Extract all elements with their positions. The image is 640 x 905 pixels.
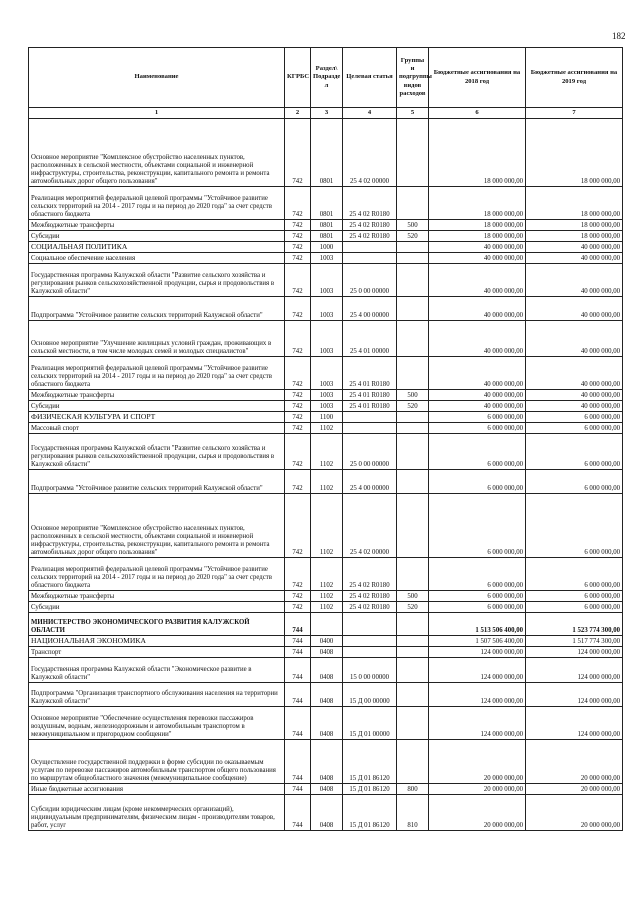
table-row — [29, 784, 623, 795]
header-2018: Бюджетные ассигнования на 2018 год — [429, 48, 526, 108]
row-name: Государственная программа Калужской области "Развитие сельского хозяйства и регулирования рынков сельскохозяйственной продукции, сырья и продовольствия в Калужской области" — [29, 434, 285, 470]
row-section: 0801 — [311, 187, 343, 220]
row-ktrbs: 744 — [285, 636, 311, 647]
row-section: 1102 — [311, 591, 343, 602]
row-section: 1003 — [311, 321, 343, 357]
row-2018: 6 000 000,00 — [429, 494, 526, 558]
row-2018: 40 000 000,00 — [429, 253, 526, 264]
row-ktrbs: 742 — [285, 231, 311, 242]
row-group: 520 — [397, 602, 429, 613]
row-group — [397, 470, 429, 494]
row-group — [397, 253, 429, 264]
row-2018: 18 000 000,00 — [429, 231, 526, 242]
row-2019: 20 000 000,00 — [526, 740, 623, 784]
row-name: Межбюджетные трансферты — [29, 591, 285, 602]
row-2018: 1 507 506 400,00 — [429, 636, 526, 647]
row-name: Социальное обеспечение населения — [29, 253, 285, 264]
row-2019: 20 000 000,00 — [526, 784, 623, 795]
row-ktrbs: 742 — [285, 494, 311, 558]
header-2019: Бюджетные ассигнования на 2019 год — [526, 48, 623, 108]
row-2018: 40 000 000,00 — [429, 297, 526, 321]
row-ktrbs: 742 — [285, 434, 311, 470]
row-group — [397, 707, 429, 740]
row-2019: 1 523 774 300,00 — [526, 613, 623, 636]
row-group: 520 — [397, 231, 429, 242]
row-name: Государственная программа Калужской области "Экономическое развитие в Калужской области" — [29, 658, 285, 683]
row-2019: 40 000 000,00 — [526, 390, 623, 401]
row-2018: 6 000 000,00 — [429, 412, 526, 423]
row-section: 1003 — [311, 401, 343, 412]
row-ktrbs: 742 — [285, 321, 311, 357]
table-row — [29, 412, 623, 423]
row-target: 15 Д 01 86120 — [343, 795, 397, 831]
row-name: Государственная программа Калужской области "Развитие сельского хозяйства и регулирования рынков сельскохозяйственной продукции, сырья и продовольствия в Калужской области" — [29, 264, 285, 297]
index-cell: 6 — [429, 108, 526, 119]
row-group — [397, 740, 429, 784]
row-target: 25 4 00 00000 — [343, 297, 397, 321]
header-group: Группы и подгруппы видов расходов — [397, 48, 429, 108]
row-name: Подпрограмма "Устойчивое развитие сельских территорий Калужской области" — [29, 470, 285, 494]
table-row — [29, 231, 623, 242]
row-2019: 40 000 000,00 — [526, 321, 623, 357]
row-section: 1100 — [311, 412, 343, 423]
row-group — [397, 357, 429, 390]
table-row — [29, 434, 623, 470]
row-2018: 6 000 000,00 — [429, 591, 526, 602]
row-target — [343, 613, 397, 636]
row-section: 1003 — [311, 390, 343, 401]
row-section: 0801 — [311, 220, 343, 231]
row-target: 25 4 00 00000 — [343, 470, 397, 494]
row-section: 0408 — [311, 658, 343, 683]
table-row — [29, 613, 623, 636]
row-target: 25 4 02 R0180 — [343, 602, 397, 613]
row-target: 15 Д 01 00000 — [343, 707, 397, 740]
table-row — [29, 470, 623, 494]
row-ktrbs: 744 — [285, 784, 311, 795]
header-target: Целевая статья — [343, 48, 397, 108]
row-2019: 40 000 000,00 — [526, 264, 623, 297]
row-group: 500 — [397, 390, 429, 401]
row-target: 25 0 00 00000 — [343, 264, 397, 297]
row-2018: 40 000 000,00 — [429, 401, 526, 412]
row-section: 1102 — [311, 434, 343, 470]
row-ktrbs: 744 — [285, 613, 311, 636]
row-section: 1003 — [311, 357, 343, 390]
row-2019: 6 000 000,00 — [526, 434, 623, 470]
row-name: СОЦИАЛЬНАЯ ПОЛИТИКА — [29, 242, 285, 253]
index-cell: 3 — [311, 108, 343, 119]
row-2019: 40 000 000,00 — [526, 242, 623, 253]
row-target: 15 Д 00 00000 — [343, 683, 397, 707]
row-target: 25 4 01 R0180 — [343, 357, 397, 390]
row-section: 0408 — [311, 740, 343, 784]
row-ktrbs: 742 — [285, 264, 311, 297]
row-group — [397, 242, 429, 253]
row-2018: 18 000 000,00 — [429, 187, 526, 220]
row-2018: 6 000 000,00 — [429, 602, 526, 613]
row-ktrbs: 742 — [285, 401, 311, 412]
row-ktrbs: 744 — [285, 740, 311, 784]
header-section: Раздел\ Подразде л — [311, 48, 343, 108]
row-group — [397, 658, 429, 683]
row-2018: 124 000 000,00 — [429, 707, 526, 740]
row-2019: 18 000 000,00 — [526, 231, 623, 242]
index-cell: 2 — [285, 108, 311, 119]
row-2019: 18 000 000,00 — [526, 220, 623, 231]
row-target — [343, 242, 397, 253]
row-2019: 18 000 000,00 — [526, 187, 623, 220]
table-row — [29, 220, 623, 231]
row-ktrbs: 742 — [285, 423, 311, 434]
row-name: Межбюджетные трансферты — [29, 390, 285, 401]
row-ktrbs: 744 — [285, 683, 311, 707]
row-ktrbs: 744 — [285, 647, 311, 658]
row-name: Основное мероприятие "Обеспечение осуществления перевозки пассажиров воздушным, водным, железнодорожным и автомобильным транспортом в межмуниципальном и пригородном сообщении" — [29, 707, 285, 740]
row-name: Реализация мероприятий федеральной целевой программы "Устойчивое развитие сельских территорий на 2014 - 2017 годы и на период до 2020 года" за счет средств областного бюджета — [29, 357, 285, 390]
row-section: 1102 — [311, 423, 343, 434]
row-ktrbs: 744 — [285, 707, 311, 740]
row-name: Реализация мероприятий федеральной целевой программы "Устойчивое развитие сельских территорий на 2014 - 2017 годы и на период до 2020 года" за счет средств областного бюджета — [29, 558, 285, 591]
table-row — [29, 253, 623, 264]
index-cell: 7 — [526, 108, 623, 119]
row-2018: 20 000 000,00 — [429, 795, 526, 831]
table-row — [29, 683, 623, 707]
row-2019: 18 000 000,00 — [526, 119, 623, 187]
row-target: 25 4 02 R0180 — [343, 231, 397, 242]
header-name: Наименование — [29, 48, 285, 108]
index-cell: 5 — [397, 108, 429, 119]
row-section — [311, 613, 343, 636]
row-group — [397, 423, 429, 434]
row-group — [397, 636, 429, 647]
header-ktrbs: КГРБС — [285, 48, 311, 108]
row-name: НАЦИОНАЛЬНАЯ ЭКОНОМИКА — [29, 636, 285, 647]
row-name: Осуществление государственной поддержки в форме субсидии по оказываемым услугам по перевозке пассажиров автомобильным транспортом общего пользования по маршрутам общеобластного значения (межмуниципальное сообщение) — [29, 740, 285, 784]
header-row — [29, 48, 623, 108]
row-target: 15 Д 01 86120 — [343, 740, 397, 784]
row-2018: 40 000 000,00 — [429, 357, 526, 390]
row-2018: 1 513 506 400,00 — [429, 613, 526, 636]
row-group — [397, 683, 429, 707]
row-ktrbs: 742 — [285, 220, 311, 231]
table-row — [29, 321, 623, 357]
row-section: 0408 — [311, 784, 343, 795]
row-name: Субсидии — [29, 231, 285, 242]
row-section: 0408 — [311, 795, 343, 831]
row-2018: 40 000 000,00 — [429, 390, 526, 401]
table-row — [29, 591, 623, 602]
row-name: Иные бюджетные ассигнования — [29, 784, 285, 795]
table-row — [29, 707, 623, 740]
row-2018: 6 000 000,00 — [429, 470, 526, 494]
row-name: Субсидии — [29, 401, 285, 412]
row-2018: 40 000 000,00 — [429, 242, 526, 253]
row-target: 25 4 02 R0180 — [343, 187, 397, 220]
row-2019: 20 000 000,00 — [526, 795, 623, 831]
row-group — [397, 264, 429, 297]
row-group — [397, 558, 429, 591]
row-name: Межбюджетные трансферты — [29, 220, 285, 231]
row-2019: 6 000 000,00 — [526, 591, 623, 602]
row-2019: 6 000 000,00 — [526, 412, 623, 423]
row-group — [397, 647, 429, 658]
row-ktrbs: 742 — [285, 602, 311, 613]
row-name: Основное мероприятие "Комплексное обустройство населенных пунктов, расположенных в сельской местности, объектами социальной и инженерной инфраструктуры, строительства, реконструкции, капитального ремонта и ремонта автомобильных дорог общего пользования" — [29, 494, 285, 558]
row-target: 25 0 00 00000 — [343, 434, 397, 470]
row-2019: 40 000 000,00 — [526, 297, 623, 321]
row-target: 25 4 01 R0180 — [343, 390, 397, 401]
row-target: 25 4 01 00000 — [343, 321, 397, 357]
row-section: 0408 — [311, 647, 343, 658]
row-target: 15 0 00 00000 — [343, 658, 397, 683]
row-2019: 124 000 000,00 — [526, 658, 623, 683]
row-ktrbs: 742 — [285, 253, 311, 264]
row-target — [343, 412, 397, 423]
row-2018: 6 000 000,00 — [429, 434, 526, 470]
row-ktrbs: 742 — [285, 470, 311, 494]
row-section: 1102 — [311, 494, 343, 558]
table-row — [29, 647, 623, 658]
row-name: МИНИСТЕРСТВО ЭКОНОМИЧЕСКОГО РАЗВИТИЯ КАЛУЖСКОЙ ОБЛАСТИ — [29, 613, 285, 636]
row-2018: 20 000 000,00 — [429, 740, 526, 784]
row-target: 25 4 01 R0180 — [343, 401, 397, 412]
row-ktrbs: 742 — [285, 242, 311, 253]
row-target: 25 4 02 R0180 — [343, 591, 397, 602]
table-body — [29, 119, 623, 831]
row-ktrbs: 742 — [285, 390, 311, 401]
row-2019: 40 000 000,00 — [526, 357, 623, 390]
index-cell: 1 — [29, 108, 285, 119]
row-name: Основное мероприятие "Улучшение жилищных условий граждан, проживающих в сельской местности, в том числе молодых семей и молодых специалистов" — [29, 321, 285, 357]
table-row — [29, 119, 623, 187]
row-2019: 124 000 000,00 — [526, 683, 623, 707]
row-section: 0801 — [311, 231, 343, 242]
row-target: 25 4 02 00000 — [343, 494, 397, 558]
row-ktrbs: 744 — [285, 795, 311, 831]
table-row — [29, 187, 623, 220]
row-group — [397, 613, 429, 636]
table-row — [29, 658, 623, 683]
row-2018: 124 000 000,00 — [429, 658, 526, 683]
row-group: 520 — [397, 401, 429, 412]
row-ktrbs: 742 — [285, 187, 311, 220]
table-row — [29, 264, 623, 297]
row-name: Массовый спорт — [29, 423, 285, 434]
column-index-row — [29, 108, 623, 119]
row-name: Субсидии — [29, 602, 285, 613]
row-2019: 6 000 000,00 — [526, 423, 623, 434]
row-2019: 6 000 000,00 — [526, 470, 623, 494]
row-2019: 6 000 000,00 — [526, 602, 623, 613]
row-group — [397, 434, 429, 470]
row-name: Подпрограмма "Организация транспортного обслуживания населения на территории Калужской области" — [29, 683, 285, 707]
table-row — [29, 390, 623, 401]
row-2018: 124 000 000,00 — [429, 647, 526, 658]
row-target: 25 4 02 R0180 — [343, 220, 397, 231]
row-group: 500 — [397, 220, 429, 231]
table-row — [29, 242, 623, 253]
table-row — [29, 297, 623, 321]
row-section: 1102 — [311, 558, 343, 591]
row-name: Реализация мероприятий федеральной целевой программы "Устойчивое развитие сельских территорий на 2014 - 2017 годы и на период до 2020 года" за счет средств областного бюджета — [29, 187, 285, 220]
row-ktrbs: 742 — [285, 558, 311, 591]
table-row — [29, 494, 623, 558]
row-group — [397, 494, 429, 558]
row-section: 1003 — [311, 264, 343, 297]
row-section: 0400 — [311, 636, 343, 647]
row-ktrbs: 742 — [285, 119, 311, 187]
table-row — [29, 357, 623, 390]
row-section: 1102 — [311, 602, 343, 613]
row-section: 1102 — [311, 470, 343, 494]
row-section: 0408 — [311, 707, 343, 740]
page-number: 182 — [612, 31, 626, 41]
row-2018: 18 000 000,00 — [429, 220, 526, 231]
table-row — [29, 740, 623, 784]
row-2018: 40 000 000,00 — [429, 321, 526, 357]
table-row — [29, 795, 623, 831]
row-name: Подпрограмма "Устойчивое развитие сельских территорий Калужской области" — [29, 297, 285, 321]
table-row — [29, 401, 623, 412]
row-section: 1000 — [311, 242, 343, 253]
row-group — [397, 297, 429, 321]
row-ktrbs: 742 — [285, 591, 311, 602]
row-group: 810 — [397, 795, 429, 831]
row-target: 25 4 02 R0180 — [343, 558, 397, 591]
row-2019: 6 000 000,00 — [526, 494, 623, 558]
row-2019: 6 000 000,00 — [526, 558, 623, 591]
row-2018: 40 000 000,00 — [429, 264, 526, 297]
row-group — [397, 321, 429, 357]
row-group — [397, 187, 429, 220]
row-2018: 6 000 000,00 — [429, 423, 526, 434]
table-row — [29, 636, 623, 647]
row-target — [343, 423, 397, 434]
row-section: 0801 — [311, 119, 343, 187]
row-ktrbs: 742 — [285, 297, 311, 321]
row-2018: 124 000 000,00 — [429, 683, 526, 707]
row-section: 0408 — [311, 683, 343, 707]
row-name: Субсидии юридическим лицам (кроме некоммерческих организаций), индивидуальным предпринимателям, физическим лицам - производителям товаров, работ, услуг — [29, 795, 285, 831]
row-target: 25 4 02 00000 — [343, 119, 397, 187]
row-section: 1003 — [311, 297, 343, 321]
row-2019: 40 000 000,00 — [526, 401, 623, 412]
row-target: 15 Д 01 86120 — [343, 784, 397, 795]
row-2018: 18 000 000,00 — [429, 119, 526, 187]
row-group: 500 — [397, 591, 429, 602]
row-2019: 40 000 000,00 — [526, 253, 623, 264]
row-target — [343, 636, 397, 647]
row-target — [343, 647, 397, 658]
row-2019: 124 000 000,00 — [526, 647, 623, 658]
row-group: 800 — [397, 784, 429, 795]
row-name: Транспорт — [29, 647, 285, 658]
index-cell: 4 — [343, 108, 397, 119]
row-2019: 124 000 000,00 — [526, 707, 623, 740]
table-row — [29, 602, 623, 613]
row-2018: 6 000 000,00 — [429, 558, 526, 591]
row-2019: 1 517 774 300,00 — [526, 636, 623, 647]
table-row — [29, 423, 623, 434]
row-ktrbs: 742 — [285, 357, 311, 390]
table-row — [29, 558, 623, 591]
row-group — [397, 119, 429, 187]
row-ktrbs: 742 — [285, 412, 311, 423]
row-name: ФИЗИЧЕСКАЯ КУЛЬТУРА И СПОРТ — [29, 412, 285, 423]
row-section: 1003 — [311, 253, 343, 264]
row-target — [343, 253, 397, 264]
budget-table — [28, 47, 623, 831]
row-2018: 20 000 000,00 — [429, 784, 526, 795]
row-ktrbs: 744 — [285, 658, 311, 683]
row-group — [397, 412, 429, 423]
row-name: Основное мероприятие "Комплексное обустройство населенных пунктов, расположенных в сельской местности, объектами социальной и инженерной инфраструктуры, строительства, реконструкции, капитального ремонта и ремонта автомобильных дорог общего пользования" — [29, 119, 285, 187]
